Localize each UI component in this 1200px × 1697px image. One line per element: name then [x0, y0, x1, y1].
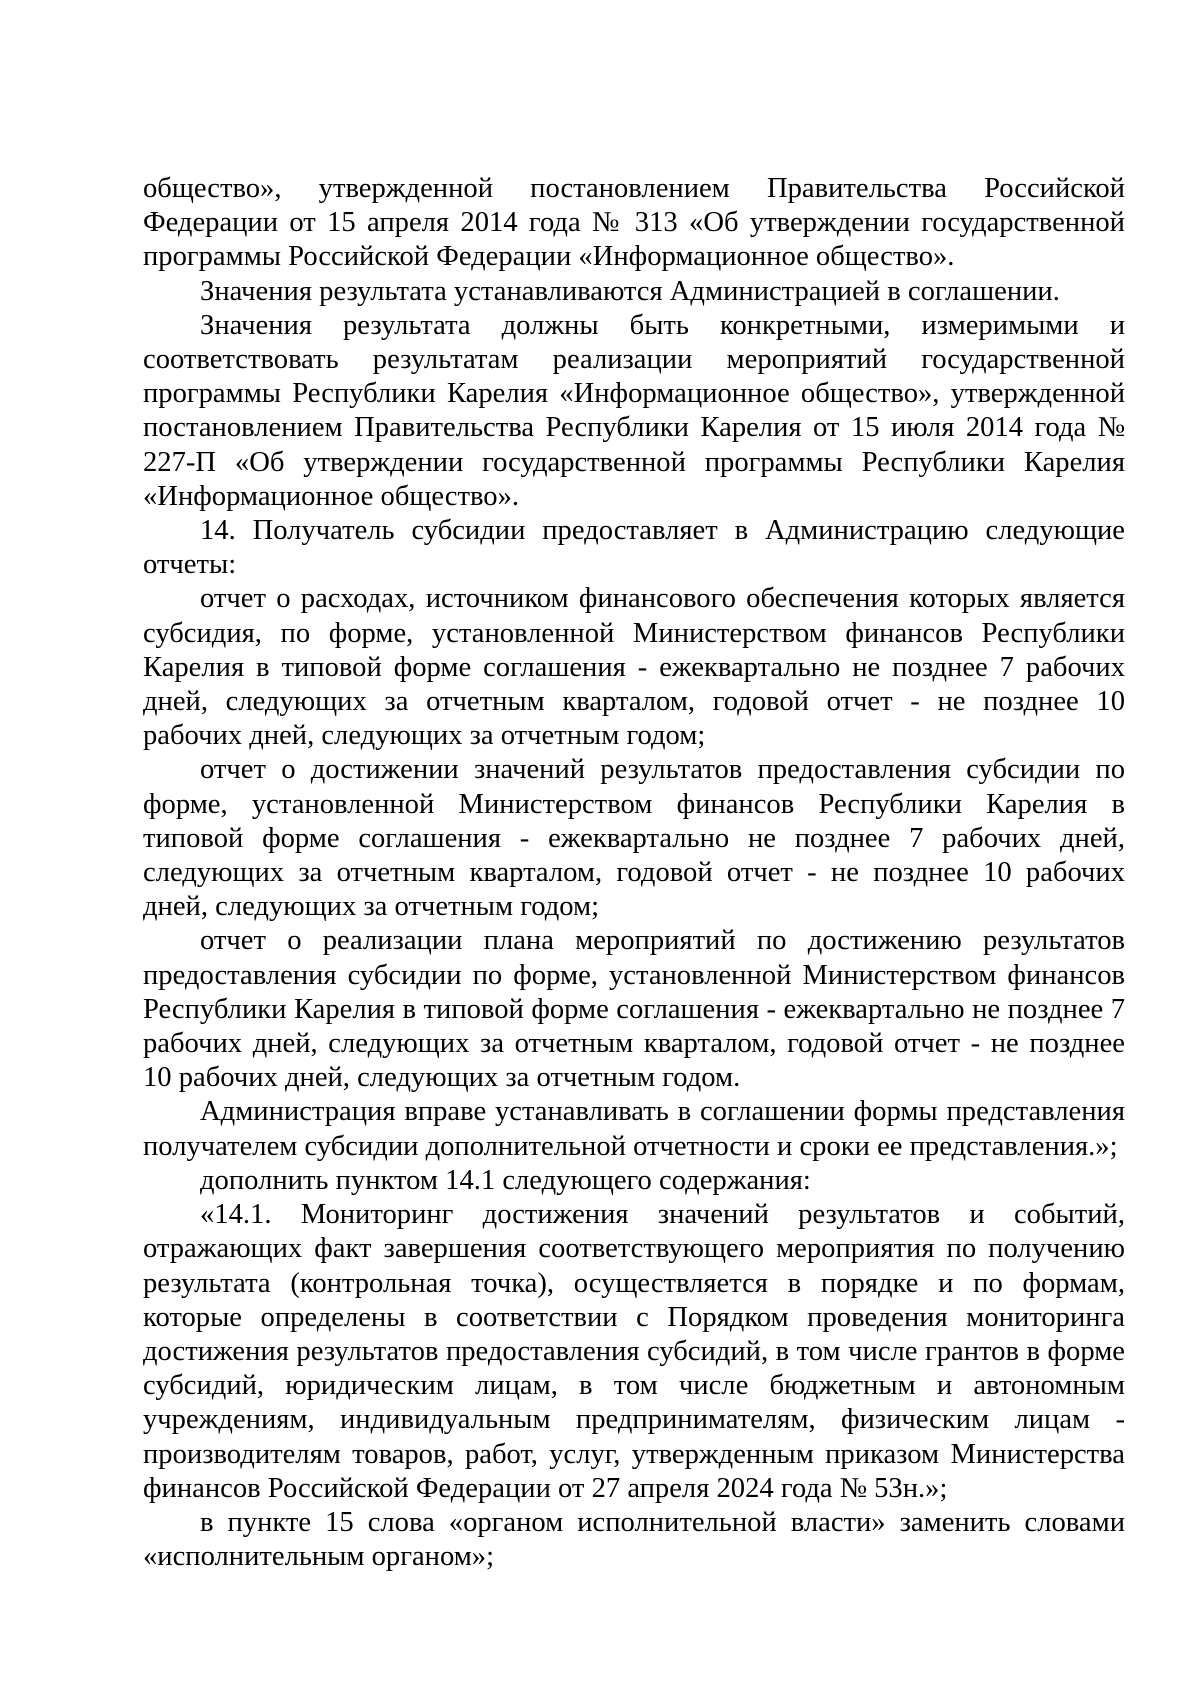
paragraph-expense-report: отчет о расходах, источником финансового обеспечения которых является субсидия, по форме, установленной Министерством финансов Республики Карелия в типовой форме соглашения - ежеквартально не позднее 7 рабочих дней, следующих за отчетным кварталом, годовой отчет - не позднее 10 рабочих дней, следующих за отчетным годом; — [143, 583, 1125, 752]
paragraph-continuation: общество», утвержденной постановлением Правительства Российской Федерации от 15 апреля 2014 года № 313 «Об утверждении государственной программы Российской Федерации «Информационное общество». — [143, 173, 1125, 273]
paragraph-plan-report: отчет о реализации плана мероприятий по достижению результатов предоставления субсидии по форме, установленной Министерством финансов Республики Карелия в типовой форме соглашения - ежеквартально не позднее 7 рабочих дней, следующих за отчетным кварталом, годовой отчет - не позднее 10 рабочих дней, следующих за отчетным годом. — [143, 925, 1125, 1094]
paragraph-result-values-requirements: Значения результата должны быть конкретными, измеримыми и соответствовать результатам реализации мероприятий государственной программы Республики Карелия «Информационное общество», утвержденной постановлением Правительства Республики Карелия от 15 июля 2014 года № 227-П «Об утверждении государственной программы Республики Карелия «Информационное общество». — [143, 309, 1125, 512]
paragraph-result-values-agreement: Значения результата устанавливаются Администрацией в соглашении. — [200, 275, 1060, 307]
paragraph-item-14-1: «14.1. Мониторинг достижения значений результатов и событий, отражающих факт завершения соответствующего мероприятия по получению результата (контрольная точка), осуществляется в порядке и по формам, которые определены в соответствии с Порядком проведения мониторинга достижения результатов предоставления субсидий, в том числе грантов в форме субсидий, юридическим лицам, в том числе бюджетным и автономным учреждениям, индивидуальным предпринимателям, физическим лицам - производителям товаров, работ, услуг, утвержденным приказом Министерства финансов Российской Федерации от 27 апреля 2024 года № 53н.»; — [143, 1199, 1125, 1504]
paragraph-add-item-14-1: дополнить пунктом 14.1 следующего содержания: — [200, 1164, 811, 1196]
paragraph-results-report: отчет о достижении значений результатов предоставления субсидии по форме, установленной Министерством финансов Республики Карелия в типовой форме соглашения - ежеквартально не позднее 7 рабочих дней, следующих за отчетным кварталом, годовой отчет - не позднее 10 рабочих дней, следующих за отчетным годом; — [143, 754, 1125, 923]
document-page — [143, 172, 1125, 1574]
paragraph-item-14: 14. Получатель субсидии предоставляет в Администрацию следующие отчеты: — [143, 515, 1125, 581]
paragraph-additional-reporting: Администрация вправе устанавливать в соглашении формы представления получателем субсидии дополнительной отчетности и сроки ее представления.»; — [143, 1096, 1125, 1162]
paragraph-item-15-amendment: в пункте 15 слова «органом исполнительной власти» заменить словами «исполнительным органом»; — [143, 1506, 1125, 1573]
